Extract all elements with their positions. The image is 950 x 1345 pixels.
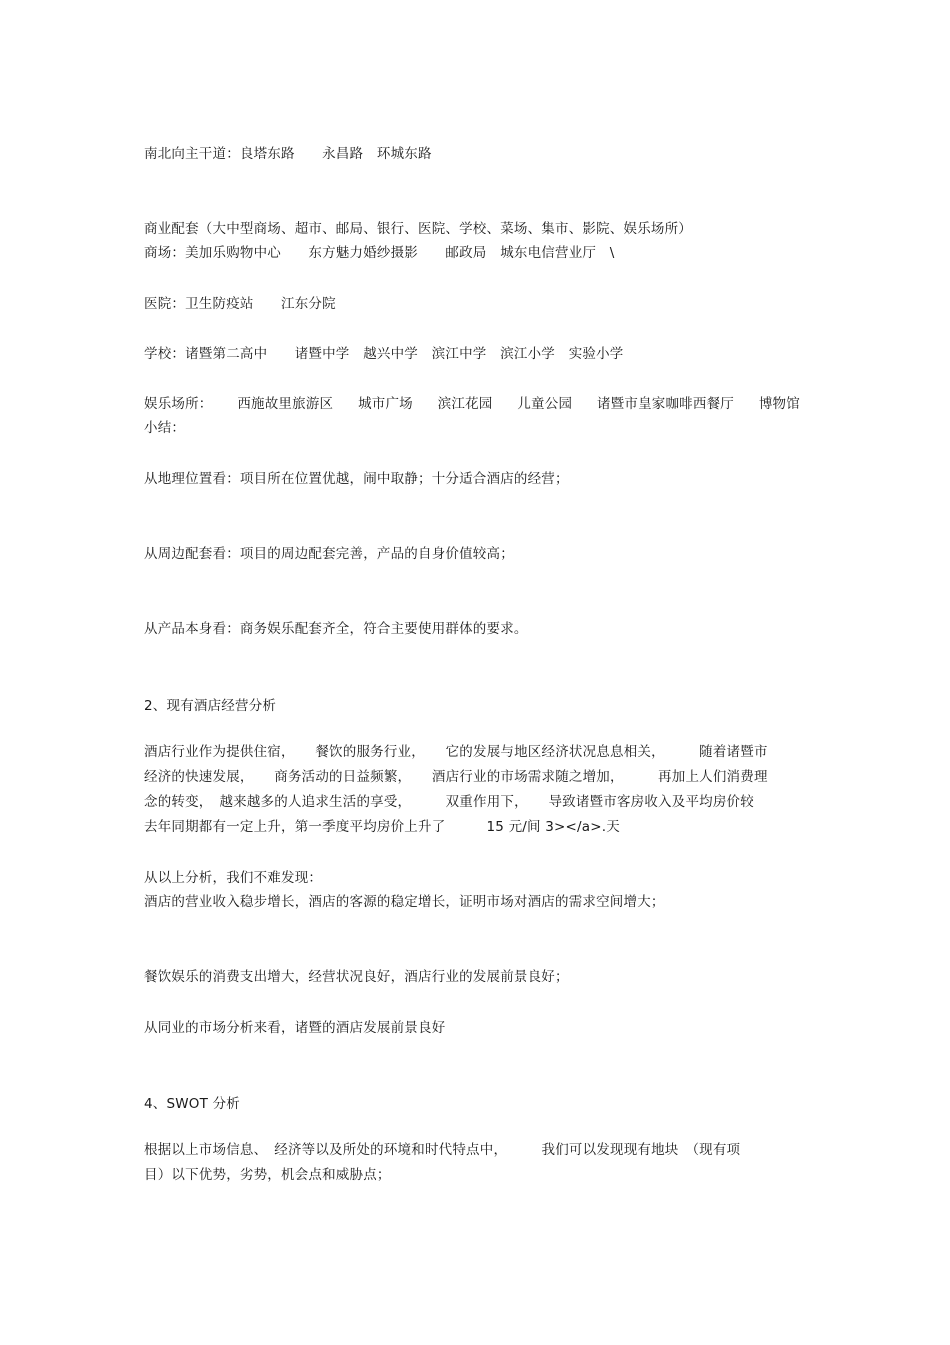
paragraph-line: 根据以上市场信息、 经济等以及所处的环境和时代特点中， 我们可以发现现有地块 （现有项 (144, 1142, 741, 1158)
paragraph-line: 去年同期都有一定上升，第一季度平均房价上升了 15 元/间 3></a>.天 (144, 819, 620, 835)
summary-product-text: 从产品本身看：商务娱乐配套齐全，符合主要使用群体的要求。 (144, 621, 528, 637)
paragraph-line: 经济的快速发展， 商务活动的日益频繁， 酒店行业的市场需求随之增加， 再加上人们消费理 (144, 769, 768, 785)
paragraph-line: 目）以下优势，劣势，机会点和威胁点； (144, 1167, 391, 1183)
commercial-facilities-heading: 商业配套（大中型商场、超市、邮局、银行、医院、学校、菜场、集市、影院、娱乐场所） (144, 221, 692, 237)
summary-surroundings-text: 从周边配套看：项目的周边配套完善，产品的自身价值较高； (144, 546, 514, 562)
section-2-paragraph (144, 740, 804, 840)
entertainment-row (144, 395, 800, 413)
entertainment-item: 诸暨市皇家咖啡西餐厅 (596, 396, 734, 412)
analysis-dining-text: 餐饮娱乐的消费支出增大，经营状况良好，酒店行业的发展前景良好； (144, 969, 569, 985)
entertainment-item: 儿童公园 (517, 396, 573, 412)
paragraph-line: 念的转变， 越来越多的人追求生活的享受， 双重作用下， 导致诸暨市客房收入及平均房价较 (144, 794, 754, 810)
entertainment-item: 西施故里旅游区 (237, 396, 334, 412)
analysis-intro-text: 从以上分析，我们不难发现： (144, 870, 323, 886)
summary-location-text: 从地理位置看：项目所在位置优越，闹中取静；十分适合酒店的经营； (144, 471, 569, 487)
analysis-industry-text: 从同业的市场分析来看，诸暨的酒店发展前景良好 (144, 1020, 446, 1036)
section-2-heading: 2、现有酒店经营分析 (144, 698, 277, 714)
malls-text: 商场：美加乐购物中心 东方魅力婚纱摄影 邮政局 城东电信营业厅 \ (144, 245, 615, 261)
entertainment-label: 娱乐场所： (144, 396, 213, 412)
analysis-revenue-text: 酒店的营业收入稳步增长，酒店的客源的稳定增长，证明市场对酒店的需求空间增大； (144, 894, 665, 910)
schools-text: 学校：诸暨第二高中 诸暨中学 越兴中学 滨江中学 滨江小学 实验小学 (144, 346, 624, 362)
summary-label: 小结： (144, 420, 186, 436)
main-roads-text: 南北向主干道：良塔东路 永昌路 环城东路 (144, 146, 432, 162)
paragraph-line: 酒店行业作为提供住宿， 餐饮的服务行业， 它的发展与地区经济状况息息相关， 随着诸暨市 (144, 744, 768, 760)
section-4-paragraph (144, 1138, 804, 1188)
entertainment-item: 博物馆 (758, 396, 800, 412)
section-4-heading: 4、SWOT 分析 (144, 1096, 240, 1112)
hospitals-text: 医院：卫生防疫站 江东分院 (144, 296, 336, 312)
entertainment-item: 滨江花园 (437, 396, 493, 412)
entertainment-item: 城市广场 (358, 396, 413, 412)
